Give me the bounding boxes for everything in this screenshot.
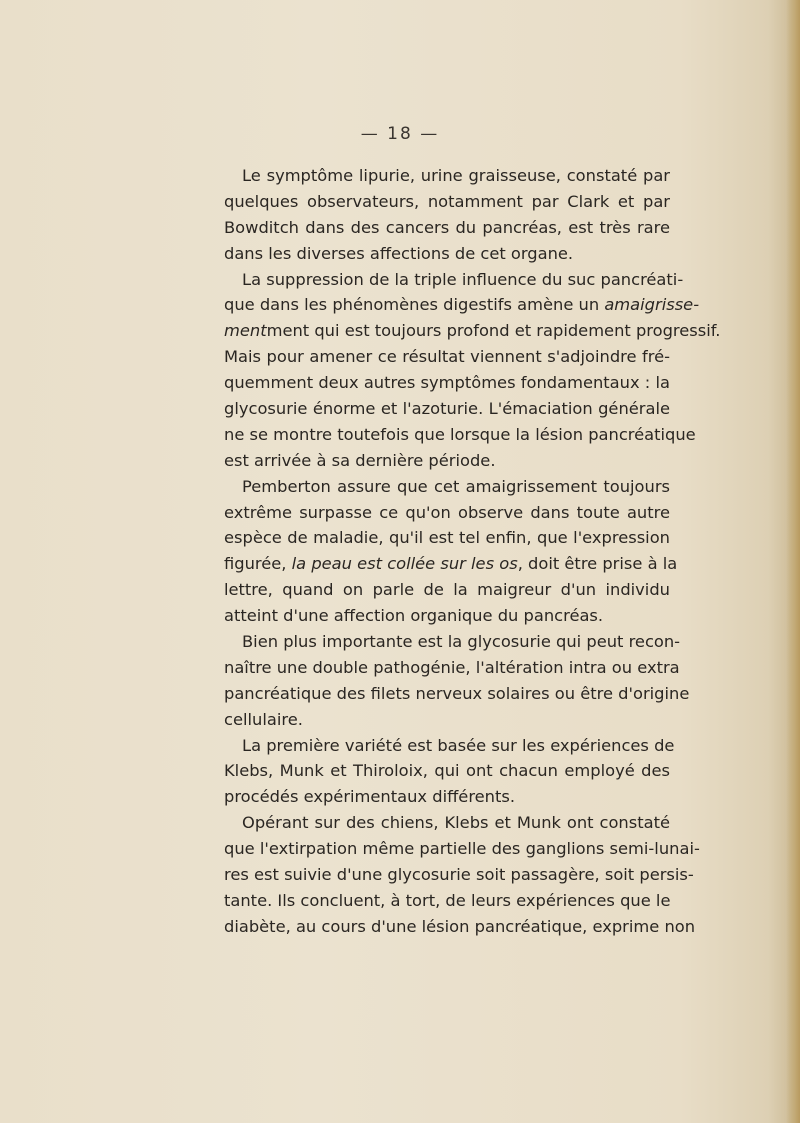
text-line: Bowditch dans des cancers du pancréas, est très rare (224, 217, 670, 237)
italic-term: ment (224, 321, 267, 341)
text-line: cellulaire. (224, 709, 303, 729)
text-line: Le symptôme lipurie, urine graisseuse, constaté par (242, 166, 670, 185)
text-line: ne se montre toutefois que lorsque la lésion pancréatique (224, 424, 696, 444)
text-line: Opérant sur des chiens, Klebs et Munk ont constaté (242, 813, 670, 833)
page-number: — 18 — (360, 124, 440, 144)
text-line (224, 292, 700, 318)
text-line: quelques observateurs, notamment par Clark et par (224, 191, 670, 211)
text-segment: , doit être prise à la (517, 554, 678, 574)
body-text (224, 163, 721, 940)
text-line: Bien plus importante est la glycosurie qui peut recon- (242, 632, 681, 652)
text-line: que l'extirpation même partielle des ganglions semi-lunai- (224, 839, 700, 859)
text-line: res est suivie d'une glycosurie soit passagère, soit persis- (224, 865, 694, 885)
text-segment: ment qui est toujours profond et rapidement progressif. (266, 321, 721, 341)
text-line: Mais pour amener ce résultat viennent s'adjoindre fré- (224, 347, 670, 367)
text-line: tante. Ils concluent, à tort, de leurs expériences que le (224, 890, 671, 910)
text-line (224, 551, 678, 577)
text-line: La suppression de la triple influence du suc pancréati- (242, 269, 684, 289)
text-line: est arrivée à sa dernière période. (224, 450, 496, 470)
text-line: La première variété est basée sur les expériences de (242, 735, 675, 755)
text-line (224, 318, 721, 344)
text-line: quemment deux autres symptômes fondamentaux : la (224, 373, 670, 393)
text-line: lettre, quand on parle de la maigreur d'un individu (224, 580, 670, 600)
text-line: diabète, au cours d'une lésion pancréatique, exprime non (224, 916, 696, 936)
italic-term: amaigrisse- (604, 295, 700, 315)
text-line: Klebs, Munk et Thiroloix, qui ont chacun employé des (224, 761, 670, 781)
text-line: naître une double pathogénie, l'altération intra ou extra (224, 657, 680, 677)
text-segment: que dans les phénomènes digestifs amène un (224, 295, 605, 315)
page-edge-shadow (786, 0, 800, 1123)
text-line: glycosurie énorme et l'azoturie. L'émaciation générale (224, 399, 670, 419)
text-line: pancréatique des filets nerveux solaires ou être d'origine (224, 683, 690, 703)
italic-phrase: la peau est collée sur les os (291, 554, 518, 574)
text-line: extrême surpasse ce qu'on observe dans toute autre (224, 502, 670, 522)
text-line: dans les diverses affections de cet organe. (224, 243, 574, 263)
text-line: procédés expérimentaux différents. (224, 787, 516, 807)
text-segment: figurée, (224, 554, 292, 574)
text-line: espèce de maladie, qu'il est tel enfin, que l'expression (224, 528, 670, 548)
text-line: atteint d'une affection organique du pancréas. (224, 606, 604, 626)
text-line: Pemberton assure que cet amaigrissement toujours (242, 476, 670, 496)
